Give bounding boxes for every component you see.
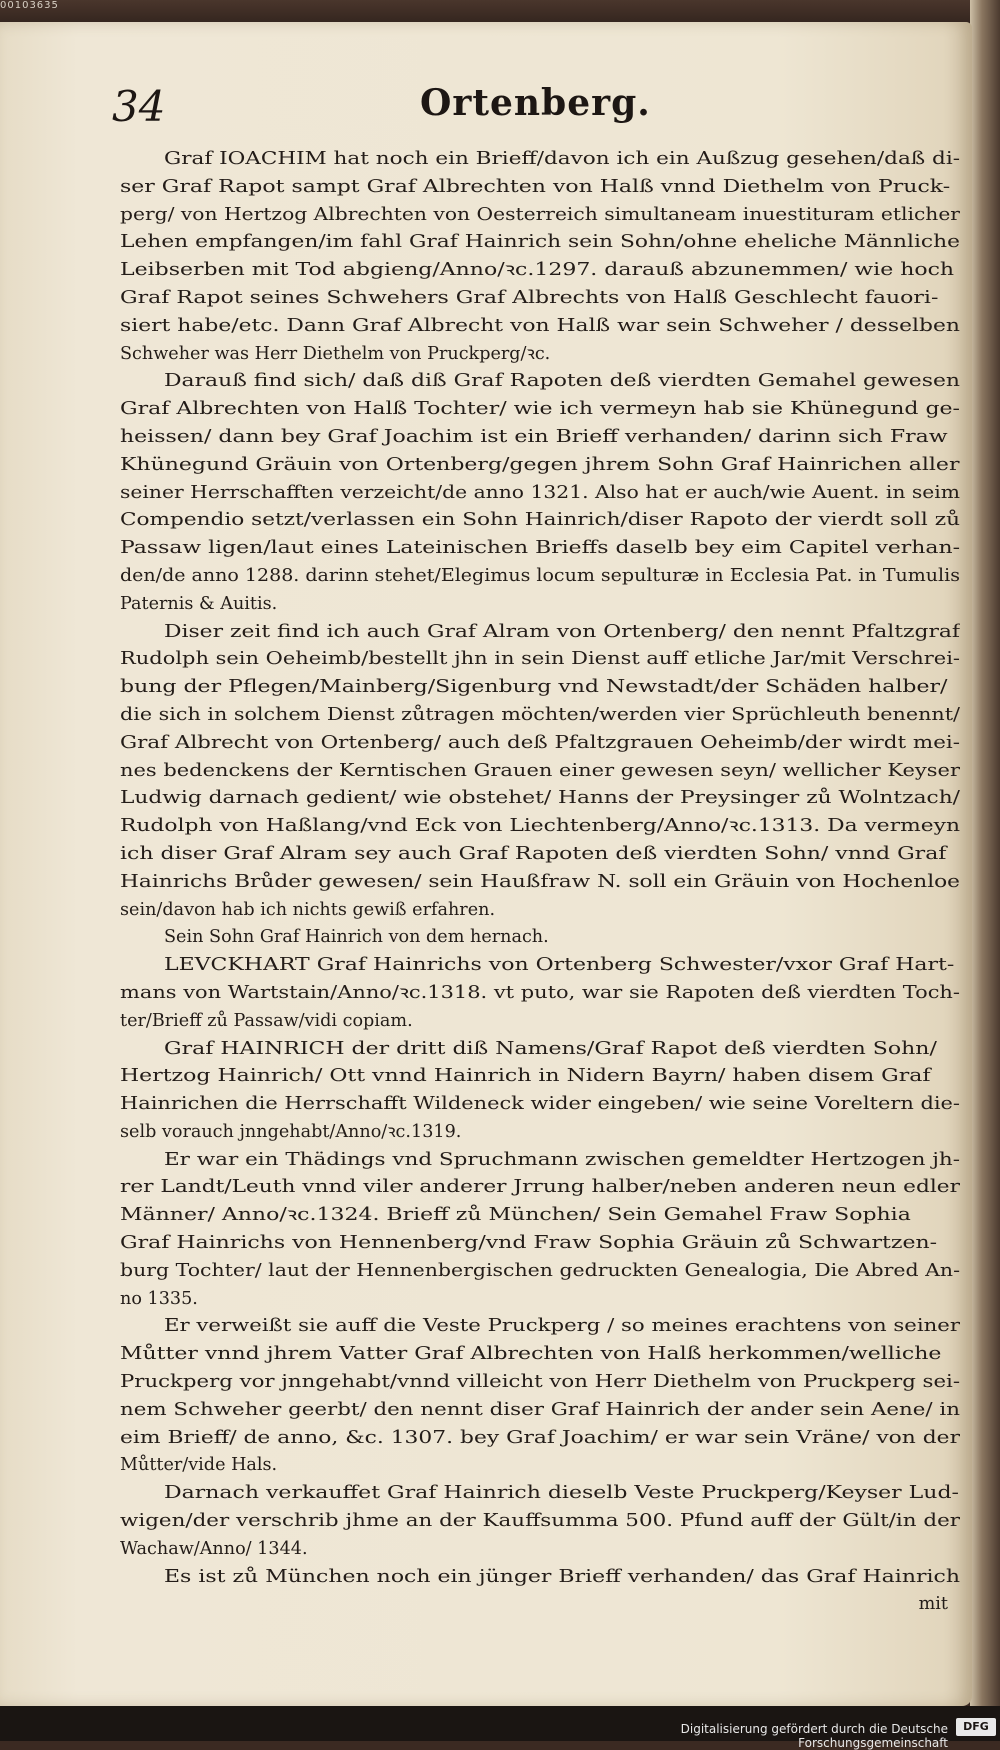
text-line: siert habe/etc. Dann Graf Albrecht von Halß war sein Schweher / desselben	[120, 315, 960, 336]
text-line: Ludwig darnach gedient/ wie obstehet/ Hanns der Preysinger zů Wolntzach/	[120, 788, 960, 809]
text-line: selb vorauch jnngehabt/Anno/ꝛc.1319.	[120, 1121, 462, 1142]
running-head: Ortenberg.	[420, 82, 651, 124]
text-line: Můtter/vide Hals.	[120, 1455, 278, 1476]
text-line: Diser zeit find ich auch Graf Alram von Ortenberg/ den nennt Pfaltzgraf	[164, 621, 960, 642]
text-line: die sich in solchem Dienst zůtragen möchten/werden vier Sprüchleuth benennt/	[120, 704, 960, 725]
catchword: mit	[918, 1594, 948, 1615]
text-line: no 1335.	[120, 1288, 198, 1309]
text-line: Er verweißt sie auff die Veste Pruckperg / so meines erachtens von seiner	[164, 1316, 960, 1337]
text-line: wigen/der verschrib jhme an der Kauffsumma 500. Pfund auff der Gült/in der	[120, 1511, 960, 1532]
page-body	[120, 146, 960, 1619]
text-line: Rudolph sein Oeheimb/bestellt jhn in sein Dienst auff etliche Jar/mit Verschrei-	[120, 649, 960, 670]
text-line: Es ist zů München noch ein jünger Brieff verhanden/ das Graf Hainrich	[164, 1566, 960, 1587]
text-line: Leibserben mit Tod abgieng/Anno/ꝛc.1297. darauß abzunemmen/ wie hoch	[120, 260, 955, 281]
text-line: Hertzog Hainrich/ Ott vnnd Hainrich in Nidern Bayrn/ haben disem Graf	[120, 1066, 931, 1087]
book-page	[0, 22, 972, 1706]
text-line: Compendio setzt/verlassen ein Sohn Hainrich/diser Rapoto der vierdt soll zů	[120, 510, 960, 531]
text-line: Graf Rapot seines Schwehers Graf Albrechts von Halß Geschlecht fauori-	[120, 287, 939, 308]
book-edge	[970, 0, 1000, 1741]
text-line: Sein Sohn Graf Hainrich von dem hernach.	[164, 927, 549, 948]
text-line: sein/davon hab ich nichts gewiß erfahren.	[120, 899, 496, 920]
text-line: Graf Albrechten von Halß Tochter/ wie ich vermeyn hab sie Khünegund ge-	[120, 399, 960, 420]
text-line: rer Landt/Leuth vnnd viler anderer Jrrung halber/neben anderen neun edler	[120, 1177, 960, 1198]
text-line: Hainrichen die Herrschafft Wildeneck wider eingeben/ wie seine Voreltern die-	[120, 1094, 960, 1115]
page-number: 34	[112, 82, 166, 131]
text-line: ter/Brieff zů Passaw/vidi copiam.	[120, 1010, 413, 1031]
text-line: Rudolph von Haßlang/vnd Eck von Liechtenberg/Anno/ꝛc.1313. Da vermeyn	[120, 816, 960, 837]
text-line: Pruckperg vor jnngehabt/vnnd villeicht von Herr Diethelm von Pruckperg sei-	[120, 1372, 960, 1393]
dfg-logo: DFG	[956, 1718, 996, 1736]
text-line: mans von Wartstain/Anno/ꝛc.1318. vt puto, war sie Rapoten deß vierdten Toch-	[120, 982, 960, 1003]
text-line: Graf HAINRICH der dritt diß Namens/Graf Rapot deß vierdten Sohn/	[164, 1038, 937, 1059]
text-line: Schweher was Herr Diethelm von Pruckperg/ꝛc.	[120, 343, 551, 364]
text-line: Graf Albrecht von Ortenberg/ auch deß Pfaltzgrauen Oeheimb/der wirdt mei-	[120, 732, 960, 753]
text-line: Lehen empfangen/im fahl Graf Hainrich sein Sohn/ohne eheliche Männliche	[120, 232, 960, 253]
text-line: Můtter vnnd jhrem Vatter Graf Albrechten von Halß herkommen/welliche	[120, 1344, 942, 1365]
text-line: Khünegund Gräuin von Ortenberg/gegen jhrem Sohn Graf Hainrichen aller	[120, 454, 960, 475]
text-line: Paternis & Auitis.	[120, 593, 278, 614]
text-line: ser Graf Rapot sampt Graf Albrechten von Halß vnnd Diethelm von Pruck-	[120, 176, 951, 197]
text-line: bung der Pflegen/Mainberg/Sigenburg vnd Newstadt/der Schäden halber/	[120, 677, 948, 698]
text-line: burg Tochter/ laut der Hennenbergischen gedruckten Genealogia, Die Abred An-	[120, 1260, 960, 1281]
text-line: eim Brieff/ de anno, &c. 1307. bey Graf Joachim/ er war sein Vräne/ von der	[120, 1427, 960, 1448]
text-line: Wachaw/Anno/ 1344.	[120, 1538, 308, 1559]
text-line: Er war ein Thädings vnd Spruchmann zwischen gemeldter Hertzogen jh-	[164, 1149, 960, 1170]
text-line: seiner Herrschafften verzeicht/de anno 1321. Also hat er auch/wie Auent. in seim	[120, 482, 960, 503]
text-line: Passaw ligen/laut eines Lateinischen Brieffs daselb bey eim Capitel verhan-	[120, 538, 960, 559]
text-line: LEVCKHART Graf Hainrichs von Ortenberg Schwester/vxor Graf Hart-	[164, 955, 955, 976]
footer-credit: Digitalisierung gefördert durch die Deutsche Forschungsgemeinschaft	[680, 1722, 948, 1750]
text-line: Graf Hainrichs von Hennenberg/vnd Fraw Sophia Gräuin zů Schwartzen-	[120, 1233, 938, 1254]
text-line: heissen/ dann bey Graf Joachim ist ein Brieff verhanden/ darinn sich Fraw	[120, 426, 948, 447]
scan-id-label: 00103635	[0, 0, 59, 11]
text-line: Hainrichs Brůder gewesen/ sein Haußfraw N. soll ein Gräuin von Hochenloe	[120, 871, 960, 892]
text-line: Darauß find sich/ daß diß Graf Rapoten deß vierdten Gemahel gewesen	[164, 371, 960, 392]
text-line: ich diser Graf Alram sey auch Graf Rapoten deß vierdten Sohn/ vnnd Graf	[120, 843, 947, 864]
text-line: perg/ von Hertzog Albrechten von Oesterreich simultaneam inuestituram etlicher	[120, 204, 960, 225]
text-line: den/de anno 1288. darinn stehet/Elegimus locum sepulturæ in Ecclesia Pat. in Tumulis	[120, 565, 960, 586]
text-line: Darnach verkauffet Graf Hainrich dieselb Veste Pruckperg/Keyser Lud-	[164, 1483, 959, 1504]
text-line: nes bedenckens der Kerntischen Grauen einer gewesen seyn/ wellicher Keyser	[120, 760, 960, 781]
text-line: Männer/ Anno/ꝛc.1324. Brieff zů München/ Sein Gemahel Fraw Sophia	[120, 1205, 911, 1226]
text-line: Graf IOACHIM hat noch ein Brieff/davon ich ein Außzug gesehen/daß di-	[164, 149, 960, 169]
text-line: nem Schweher geerbt/ den nennt diser Graf Hainrich der ander sein Aene/ in	[120, 1399, 960, 1420]
